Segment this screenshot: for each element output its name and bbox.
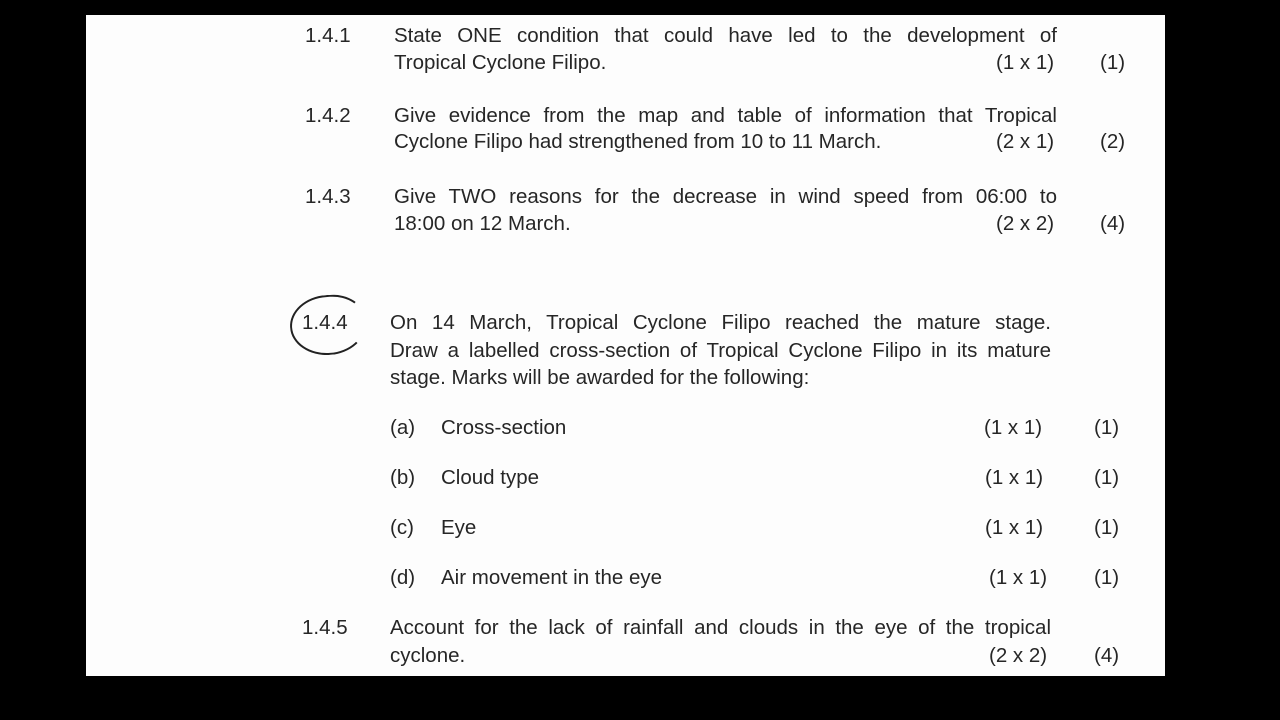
question-text-line: Cyclone Filipo had strengthened from 10 to 11 March. (394, 130, 882, 153)
question-text-line: cyclone. (390, 644, 466, 667)
subpart-letter: (c) (390, 516, 414, 539)
subpart-text: Cross-section (441, 416, 567, 439)
question-text-line: stage. Marks will be awarded for the following: (390, 366, 810, 389)
marks-breakdown: (1 x 1) (996, 51, 1055, 74)
subpart-letter: (a) (390, 416, 416, 439)
marks-total: (1) (1100, 51, 1126, 74)
marks-total: (4) (1100, 212, 1126, 235)
question-number: 1.4.3 (305, 185, 351, 208)
subpart-text: Cloud type (441, 466, 540, 489)
question-text-line: Give TWO reasons for the decrease in wind speed from 06:00 to (394, 185, 1057, 208)
marks-total: (1) (1094, 566, 1120, 589)
question-number: 1.4.4 (302, 311, 348, 334)
marks-total: (1) (1094, 516, 1120, 539)
marks-breakdown: (1 x 1) (989, 566, 1048, 589)
question-number: 1.4.1 (305, 24, 351, 47)
subpart-letter: (d) (390, 566, 416, 589)
question-number: 1.4.2 (305, 104, 351, 127)
marks-total: (4) (1094, 644, 1120, 667)
question-text-line: Tropical Cyclone Filipo. (394, 51, 607, 74)
marks-breakdown: (1 x 1) (984, 416, 1043, 439)
subpart-text: Air movement in the eye (441, 566, 663, 589)
question-number: 1.4.5 (302, 616, 348, 639)
marks-breakdown: (2 x 2) (989, 644, 1048, 667)
question-text-line: State ONE condition that could have led to the development of (394, 24, 1057, 47)
marks-total: (1) (1094, 416, 1120, 439)
subpart-text: Eye (441, 516, 477, 539)
question-text-line: Account for the lack of rainfall and clouds in the eye of the tropical (390, 616, 1051, 639)
marks-total: (2) (1100, 130, 1126, 153)
marks-total: (1) (1094, 466, 1120, 489)
question-text-line: On 14 March, Tropical Cyclone Filipo reached the mature stage. (390, 311, 1051, 334)
marks-breakdown: (2 x 1) (996, 130, 1055, 153)
subpart-letter: (b) (390, 466, 416, 489)
question-text-line: Give evidence from the map and table of information that Tropical (394, 104, 1057, 127)
question-text-line: Draw a labelled cross-section of Tropical Cyclone Filipo in its mature (390, 339, 1051, 362)
marks-breakdown: (2 x 2) (996, 212, 1055, 235)
marks-breakdown: (1 x 1) (985, 466, 1044, 489)
marks-breakdown: (1 x 1) (985, 516, 1044, 539)
question-text-line: 18:00 on 12 March. (394, 212, 571, 235)
